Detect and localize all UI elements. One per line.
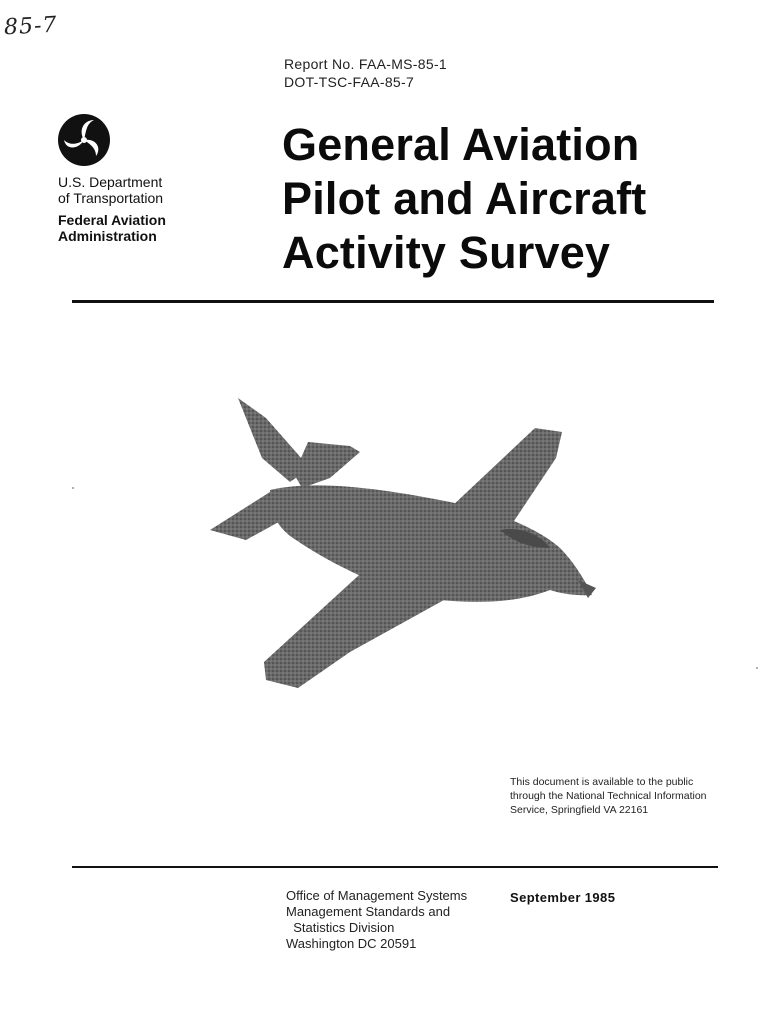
department-name [58,174,166,206]
availability-line-2: through the National Technical Information [510,790,707,802]
availability-line-1: This document is available to the public [510,776,694,788]
scan-speck [72,487,74,489]
administration-line-1: Federal Aviation [58,212,166,228]
administration-line-2: Administration [58,228,157,244]
top-divider [72,300,714,303]
title-line-3: Activity Survey [282,227,611,278]
office-line-2: Management Standards and [286,904,451,919]
administration-name [58,212,166,244]
airplane-silhouette-icon [200,390,600,690]
report-number: Report No. FAA-MS-85-1 [284,56,447,72]
dot-triskelion-logo-icon [56,112,112,168]
title-line-2: Pilot and Aircraft [282,173,647,224]
dot-tsc-number: DOT-TSC-FAA-85-7 [284,74,415,90]
handwritten-note: 85-7 [3,12,59,41]
office-line-3: Statistics Division [286,920,395,935]
office-line-1: Office of Management Systems [286,888,468,903]
availability-line-3: Service, Springfield VA 22161 [510,804,649,816]
title-line-1: General Aviation [282,119,640,170]
report-number-block [284,55,447,91]
availability-notice [510,775,707,817]
department-line-1: U.S. Department [58,174,163,190]
bottom-divider [72,866,718,868]
publication-date: September 1985 [510,890,616,905]
office-address [286,888,467,952]
office-line-4: Washington DC 20591 [286,936,417,951]
agency-block [58,174,166,244]
document-title [282,118,646,280]
scan-speck [756,667,758,669]
department-line-2: of Transportation [58,190,164,206]
